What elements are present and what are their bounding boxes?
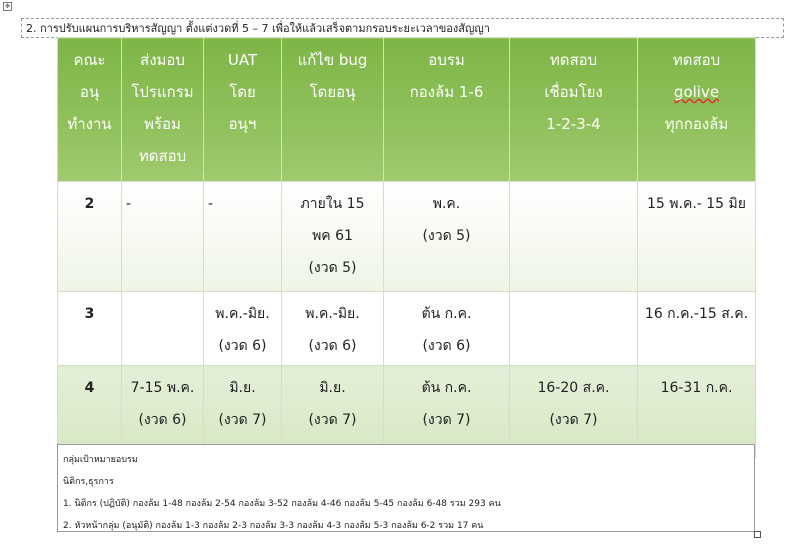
cell-line: (งวด 6) <box>218 338 267 354</box>
notes-heading: กลุ่มเป้าหมายอบรม <box>63 455 138 465</box>
cell-line: พ.ค.-มิย. <box>305 306 360 322</box>
cell-line: (งวด 6) <box>308 338 357 354</box>
golive-cell: 16 ก.ค.-15 ส.ค. <box>638 292 756 366</box>
training-cell <box>384 182 510 292</box>
team-cell: 2 <box>58 182 122 292</box>
plan-table <box>57 37 756 458</box>
header-text: โดยอนุ <box>309 83 356 101</box>
header-text: ทดสอบ <box>672 51 721 69</box>
header-training <box>384 38 510 182</box>
cell-line: ต้น ก.ค. <box>421 306 472 322</box>
uat-cell: - <box>204 182 282 292</box>
golive-cell: 16-31 ก.ค. <box>638 366 756 458</box>
header-golive <box>638 38 756 182</box>
header-text: โปรแกรม <box>131 83 194 101</box>
header-linking <box>510 38 638 182</box>
cell-line: (งวด 5) <box>308 260 357 276</box>
header-text: ทำงาน <box>67 115 112 133</box>
cell-line: (งวด 5) <box>422 228 471 244</box>
header-text: พร้อม <box>144 115 181 133</box>
header-deliver <box>122 38 204 182</box>
header-team <box>58 38 122 182</box>
cell-line: (งวด 6) <box>138 412 187 428</box>
header-text: ทุกกองล้ม <box>664 115 729 133</box>
cell-line: พค 61 <box>312 228 353 244</box>
linking-cell <box>510 292 638 366</box>
header-text: อนุ <box>79 83 100 101</box>
deliver-cell <box>122 292 204 366</box>
bugfix-cell <box>282 292 384 366</box>
header-text: ทดสอบ <box>549 51 598 69</box>
notes-subheading: นิติกร,ธุรการ <box>63 477 114 487</box>
notes-line: 2. หัวหน้ากลุ่ม (อนุมัติ) กองล้ม 1-3 กองล้ม 2-3 กองล้ม 3-3 กองล้ม 4-3 กองล้ม 5-3 กองล้ม 6-2 รวม 17 คน <box>63 521 484 531</box>
linking-cell <box>510 182 638 292</box>
resize-handle[interactable] <box>754 531 761 538</box>
header-text: ส่งมอบ <box>140 51 185 69</box>
bugfix-cell <box>282 182 384 292</box>
cell-line: ภายใน 15 <box>300 196 365 212</box>
cell-line: (งวด 6) <box>422 338 471 354</box>
cell-line: พ.ค. <box>432 196 461 212</box>
cell-line: 7-15 พ.ค. <box>130 380 195 396</box>
header-uat <box>204 38 282 182</box>
cell-line: (งวด 7) <box>308 412 357 428</box>
header-text: โดย <box>229 83 256 101</box>
cell-line: (งวด 7) <box>422 412 471 428</box>
training-cell <box>384 292 510 366</box>
cell-line: (งวด 7) <box>549 412 598 428</box>
header-text: กองล้ม 1-6 <box>409 83 484 101</box>
golive-cell: 15 พ.ค.- 15 มิย <box>638 182 756 292</box>
notes-line: 1. นิติกร (ปฏิบัติ) กองล้ม 1-48 กองล้ม 2-54 กองล้ม 3-52 กองล้ม 4-46 กองล้ม 5-45 กองล้ม 6-48 รวม 293 คน <box>63 499 501 509</box>
cell-line: ต้น ก.ค. <box>421 380 472 396</box>
cell-line: (งวด 7) <box>218 412 267 428</box>
header-text: แก้ไข bug <box>297 51 368 69</box>
header-row <box>58 38 756 182</box>
header-text: เชื่อมโยง <box>544 83 603 101</box>
header-text: golive <box>673 83 720 101</box>
team-cell: 4 <box>58 366 122 458</box>
cell-line: มิ.ย. <box>229 380 256 396</box>
table-row <box>58 182 756 292</box>
cell-line: พ.ค.-มิย. <box>215 306 270 322</box>
header-text: อนุฯ <box>228 115 257 133</box>
cell-line: มิ.ย. <box>319 380 346 396</box>
cell-line: 16-20 ส.ค. <box>537 380 610 396</box>
header-bugfix <box>282 38 384 182</box>
deliver-cell: - <box>122 182 204 292</box>
section-title: 2. การปรับแผนการบริหารสัญญา ตั้งแต่งวดที่ 5 – 7 เพื่อให้แล้วเสร็จตามกรอบระยะเวลาของสัญญา <box>21 18 784 38</box>
anchor-icon[interactable]: ✥ <box>4 3 11 10</box>
plan-table-container <box>57 37 755 458</box>
header-text: คณะ <box>73 51 106 69</box>
uat-cell <box>204 292 282 366</box>
header-text: 1-2-3-4 <box>546 115 601 133</box>
header-text: อบรม <box>428 51 465 69</box>
notes-textbox[interactable] <box>57 444 755 532</box>
header-text: UAT <box>227 51 258 69</box>
header-text: ทดสอบ <box>138 147 187 165</box>
team-cell: 3 <box>58 292 122 366</box>
table-row <box>58 292 756 366</box>
